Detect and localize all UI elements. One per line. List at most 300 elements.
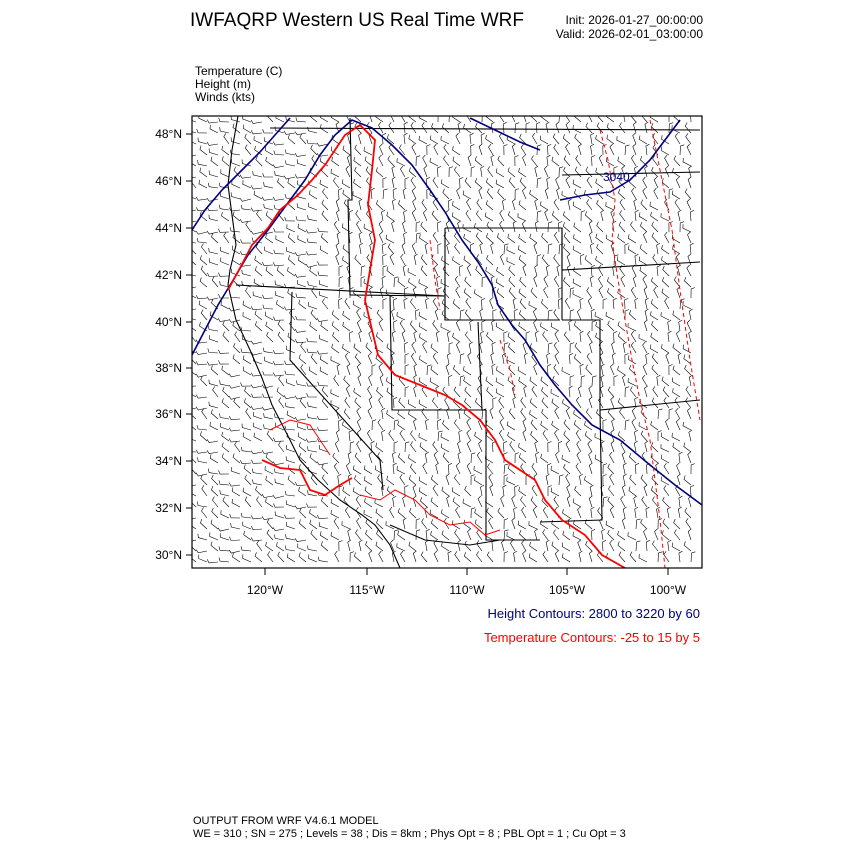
wind-barb bbox=[463, 366, 471, 375]
wind-barb bbox=[592, 376, 597, 386]
wind-barb bbox=[491, 243, 494, 254]
wind-barb bbox=[422, 518, 427, 529]
wind-barb bbox=[622, 452, 625, 463]
wind-barb bbox=[273, 527, 284, 530]
wind-barb bbox=[522, 540, 526, 551]
wind-barb bbox=[465, 277, 471, 287]
lat-label: 36°N bbox=[155, 407, 182, 421]
wind-barb bbox=[346, 463, 350, 474]
wind-barb bbox=[336, 243, 339, 254]
wind-barb bbox=[447, 331, 450, 342]
wind-barb bbox=[244, 531, 251, 540]
wind-barb bbox=[334, 463, 339, 474]
wind-barb bbox=[431, 531, 438, 540]
wind-barb bbox=[307, 348, 317, 353]
wind-barb bbox=[350, 331, 354, 342]
wind-barb bbox=[376, 167, 383, 177]
wind-barb bbox=[298, 224, 306, 232]
wind-barb bbox=[331, 356, 339, 364]
wind-barb bbox=[412, 210, 416, 221]
wind-barb bbox=[503, 122, 507, 133]
wind-barb bbox=[661, 213, 669, 221]
wind-barb bbox=[554, 530, 560, 541]
wind-barb bbox=[618, 398, 625, 408]
wind-barb bbox=[564, 244, 571, 254]
wind-barb bbox=[524, 353, 527, 364]
wind-barb bbox=[603, 299, 607, 309]
wind-barb bbox=[339, 277, 343, 287]
wind-barb bbox=[570, 376, 574, 386]
wind-barb bbox=[532, 155, 538, 166]
wind-barb bbox=[652, 541, 658, 552]
wind-barb bbox=[241, 239, 252, 243]
wind-barb bbox=[500, 210, 504, 221]
wind-barb bbox=[543, 331, 548, 342]
wind-barb bbox=[548, 343, 552, 353]
wind-barb bbox=[414, 419, 417, 430]
wind-barb bbox=[688, 232, 692, 243]
wind-barb bbox=[185, 539, 196, 542]
wind-barb bbox=[359, 540, 362, 551]
wind-barb bbox=[310, 509, 318, 518]
wind-barb bbox=[640, 244, 647, 254]
wind-barb bbox=[551, 323, 559, 331]
wind-barb bbox=[532, 133, 537, 144]
wind-barb bbox=[642, 496, 647, 507]
wind-barb bbox=[622, 518, 625, 529]
wind-barb bbox=[412, 243, 416, 254]
wind-barb bbox=[421, 266, 427, 276]
wind-barb bbox=[219, 413, 229, 419]
wind-barb bbox=[320, 531, 328, 540]
wind-barb bbox=[444, 144, 449, 155]
wind-barb bbox=[422, 199, 427, 210]
wind-barb bbox=[355, 167, 361, 177]
wind-barb bbox=[526, 123, 530, 134]
wind-barb bbox=[218, 273, 229, 277]
wind-barb bbox=[683, 224, 691, 232]
wind-barb bbox=[683, 158, 691, 166]
wind-barb bbox=[453, 157, 460, 166]
wind-barb bbox=[587, 287, 592, 298]
wind-barb bbox=[574, 223, 581, 232]
wind-barb bbox=[357, 320, 361, 331]
wind-barb bbox=[410, 321, 416, 331]
wind-barb bbox=[620, 122, 626, 133]
wind-barb bbox=[255, 311, 262, 321]
wind-barb bbox=[520, 178, 526, 188]
wind-barb bbox=[392, 177, 395, 188]
wind-barb bbox=[365, 487, 372, 497]
wind-barb bbox=[619, 552, 625, 562]
wind-barb bbox=[202, 485, 207, 496]
wind-barb bbox=[463, 499, 471, 507]
wind-barb bbox=[523, 342, 526, 353]
wind-barb bbox=[502, 199, 505, 210]
wind-barb bbox=[200, 278, 207, 288]
wind-barb bbox=[251, 515, 262, 519]
wind-barb bbox=[331, 114, 339, 123]
wind-barb bbox=[542, 255, 548, 265]
wind-barb bbox=[686, 133, 691, 144]
wind-barb bbox=[496, 168, 504, 177]
wind-barb bbox=[297, 159, 306, 166]
wind-barb bbox=[645, 166, 648, 177]
wind-barb bbox=[446, 474, 449, 485]
wind-barb bbox=[657, 375, 661, 386]
wind-barb bbox=[286, 247, 295, 254]
wind-barb bbox=[475, 156, 482, 166]
wind-barb bbox=[458, 441, 461, 452]
wind-barb bbox=[677, 463, 681, 474]
wind-barb bbox=[519, 234, 526, 243]
wind-barb bbox=[317, 318, 328, 322]
wind-barb bbox=[196, 361, 207, 365]
wind-barb bbox=[498, 189, 504, 199]
wind-barb bbox=[578, 507, 582, 518]
wind-barb bbox=[251, 406, 262, 410]
wind-barb bbox=[393, 463, 397, 474]
wind-barb bbox=[220, 127, 229, 133]
wind-barb bbox=[298, 235, 306, 243]
wind-barb bbox=[200, 431, 207, 441]
wind-barb bbox=[677, 474, 680, 485]
wind-barb bbox=[570, 310, 574, 320]
wind-barb bbox=[332, 135, 339, 144]
wind-barb bbox=[689, 309, 692, 320]
wind-barb bbox=[625, 420, 630, 430]
wind-barb bbox=[471, 453, 475, 463]
wind-barb bbox=[321, 541, 328, 551]
wind-barb bbox=[463, 191, 471, 199]
wind-barb bbox=[601, 375, 604, 386]
wind-barb bbox=[678, 210, 681, 221]
wind-barb bbox=[254, 191, 262, 199]
wind-barb bbox=[394, 442, 398, 452]
wind-barb bbox=[357, 364, 361, 375]
wind-barb bbox=[234, 398, 240, 408]
wind-barb bbox=[336, 210, 339, 221]
wind-barb bbox=[591, 529, 595, 540]
wind-barb bbox=[382, 210, 385, 221]
wind-barb bbox=[623, 375, 626, 386]
wind-barb bbox=[185, 383, 196, 387]
wind-barb bbox=[262, 262, 273, 266]
wind-barb bbox=[393, 298, 397, 309]
wind-barb bbox=[652, 321, 659, 331]
wind-barb bbox=[566, 408, 570, 419]
wind-barb bbox=[639, 334, 647, 342]
wind-barb bbox=[469, 342, 472, 353]
lat-label: 34°N bbox=[155, 454, 182, 468]
wind-barb bbox=[591, 133, 594, 144]
wind-barb bbox=[353, 301, 361, 309]
wind-barb bbox=[332, 321, 339, 331]
wind-barb bbox=[548, 144, 552, 155]
wind-barb bbox=[287, 553, 295, 562]
wind-barb bbox=[298, 256, 306, 265]
wind-barb bbox=[274, 469, 284, 475]
wind-barb bbox=[222, 432, 229, 441]
wind-barb bbox=[267, 332, 273, 342]
wind-barb bbox=[630, 387, 636, 398]
wind-barb bbox=[611, 397, 614, 408]
wind-barb bbox=[490, 298, 493, 309]
wind-barb bbox=[596, 322, 603, 331]
wind-barb bbox=[465, 398, 472, 408]
wind-barb bbox=[298, 544, 306, 551]
wind-barb bbox=[474, 466, 482, 474]
wind-barb bbox=[644, 320, 647, 331]
wind-barb bbox=[299, 300, 306, 309]
wind-barb bbox=[689, 331, 692, 342]
lat-label: 30°N bbox=[155, 548, 182, 562]
wind-barb bbox=[382, 243, 386, 254]
wind-barb bbox=[639, 212, 647, 221]
wind-barb bbox=[366, 530, 373, 540]
wind-barb bbox=[266, 542, 273, 551]
wind-barb bbox=[284, 515, 295, 519]
wind-barb bbox=[397, 312, 405, 320]
wind-barb bbox=[453, 256, 461, 265]
wind-barb bbox=[333, 453, 339, 463]
wind-barb bbox=[618, 332, 625, 342]
wind-barb bbox=[646, 353, 650, 364]
wind-barb bbox=[251, 526, 262, 530]
wind-barb bbox=[482, 112, 486, 122]
wind-barb bbox=[449, 375, 453, 386]
wind-barb bbox=[499, 111, 504, 122]
wind-barb bbox=[663, 519, 669, 529]
wind-barb bbox=[618, 322, 625, 332]
wind-barb bbox=[201, 266, 207, 276]
wind-barb bbox=[344, 376, 350, 386]
wind-barb bbox=[295, 506, 306, 509]
wind-barb bbox=[276, 235, 284, 243]
wind-barb bbox=[673, 344, 680, 353]
wind-barb bbox=[679, 452, 683, 463]
wind-barb bbox=[633, 133, 636, 144]
wind-barb bbox=[577, 452, 581, 463]
wind-barb bbox=[405, 178, 409, 189]
wind-barb bbox=[353, 191, 361, 199]
wind-barb bbox=[442, 299, 449, 309]
wind-barb bbox=[588, 298, 592, 309]
wind-barb bbox=[453, 146, 461, 155]
wind-barb bbox=[219, 470, 230, 474]
wind-barb bbox=[185, 407, 196, 410]
wind-barb bbox=[564, 277, 570, 287]
wind-barb bbox=[518, 245, 526, 254]
wind-barb bbox=[566, 441, 570, 452]
wind-barb bbox=[667, 507, 670, 518]
wind-barb bbox=[229, 439, 240, 443]
wind-barb bbox=[221, 510, 229, 518]
wind-barb bbox=[211, 520, 218, 529]
wind-barb bbox=[413, 287, 416, 298]
wind-barb bbox=[212, 497, 218, 508]
wind-barb bbox=[634, 441, 637, 452]
wind-barb bbox=[419, 487, 427, 496]
wind-barb bbox=[633, 144, 636, 155]
wind-barb bbox=[548, 244, 552, 254]
wind-barb bbox=[278, 552, 284, 562]
wind-barb bbox=[232, 159, 241, 166]
wind-barb bbox=[404, 232, 407, 243]
wind-barb bbox=[357, 419, 361, 430]
wind-barb bbox=[501, 496, 504, 507]
wind-barb bbox=[621, 496, 625, 507]
wind-barb bbox=[603, 497, 608, 507]
wind-barb bbox=[573, 279, 581, 287]
wind-barb bbox=[542, 409, 548, 419]
wind-barb bbox=[467, 463, 471, 474]
wind-barb bbox=[562, 455, 570, 463]
wind-barb bbox=[464, 256, 471, 265]
lat-label: 48°N bbox=[155, 127, 182, 141]
wind-barb bbox=[452, 201, 460, 210]
wind-barb bbox=[410, 299, 416, 310]
wind-barb bbox=[606, 235, 614, 243]
wind-barb bbox=[630, 552, 636, 562]
wind-barb bbox=[392, 353, 395, 364]
wind-barb bbox=[491, 353, 494, 364]
wind-barb bbox=[366, 541, 373, 551]
wind-barb bbox=[597, 200, 603, 210]
wind-barb bbox=[679, 320, 683, 331]
wind-barb bbox=[662, 530, 669, 540]
wind-barb bbox=[317, 515, 328, 519]
wind-barb bbox=[349, 210, 353, 221]
wind-barb bbox=[534, 364, 537, 375]
wind-barb bbox=[263, 305, 273, 309]
wind-barb bbox=[402, 243, 405, 254]
wind-barb bbox=[255, 552, 262, 562]
wind-barb bbox=[515, 156, 519, 167]
wind-barb bbox=[548, 310, 553, 320]
wind-barb bbox=[640, 222, 647, 232]
wind-barb bbox=[222, 146, 229, 155]
wind-barb bbox=[455, 243, 460, 254]
wind-barb bbox=[343, 344, 351, 353]
wind-barb bbox=[635, 507, 639, 518]
wind-barb bbox=[679, 551, 683, 562]
wind-barb bbox=[398, 508, 405, 518]
wind-barb bbox=[295, 274, 306, 278]
wind-barb bbox=[580, 364, 584, 375]
wind-barb bbox=[460, 354, 464, 364]
wind-barb bbox=[513, 221, 516, 232]
wind-barb bbox=[275, 171, 284, 177]
wind-barb bbox=[686, 518, 691, 529]
wind-barb bbox=[347, 155, 350, 166]
wind-barb bbox=[464, 234, 471, 243]
wind-barb bbox=[202, 507, 208, 518]
wind-barb bbox=[684, 476, 691, 486]
wind-barb bbox=[212, 277, 218, 287]
wind-barb bbox=[496, 378, 504, 386]
wind-barb bbox=[297, 203, 306, 210]
wind-barb bbox=[606, 312, 614, 320]
wind-barb bbox=[397, 543, 405, 551]
wind-barb bbox=[287, 411, 295, 419]
wind-barb bbox=[554, 144, 559, 155]
wind-barb bbox=[221, 169, 229, 177]
wind-barb bbox=[403, 265, 406, 276]
wind-barb bbox=[307, 546, 317, 552]
wind-barb bbox=[295, 132, 306, 135]
wind-barb bbox=[522, 221, 526, 232]
wind-barb bbox=[481, 331, 485, 342]
wind-barb bbox=[243, 433, 251, 441]
wind-barb bbox=[409, 278, 417, 287]
wind-barb bbox=[295, 153, 306, 156]
wind-barb bbox=[199, 555, 207, 562]
wind-barb bbox=[209, 402, 218, 408]
wind-barb bbox=[410, 464, 416, 474]
wind-barb bbox=[633, 122, 636, 133]
wind-barb bbox=[456, 342, 460, 353]
plot-title: IWFAQRP Western US Real Time WRF bbox=[190, 10, 524, 31]
wind-barb bbox=[317, 416, 328, 420]
wind-barb bbox=[251, 130, 262, 134]
wind-barb bbox=[486, 377, 493, 386]
wind-barb bbox=[241, 513, 251, 518]
wind-barb bbox=[652, 233, 658, 243]
wind-barb bbox=[512, 496, 515, 507]
wind-barb bbox=[579, 144, 582, 155]
wind-barb bbox=[610, 474, 614, 485]
wind-barb bbox=[394, 320, 398, 331]
wind-barb bbox=[405, 287, 409, 298]
wind-barb bbox=[307, 446, 317, 452]
wind-barb bbox=[645, 386, 648, 397]
wind-barb bbox=[231, 192, 240, 199]
wind-barb bbox=[564, 332, 570, 342]
wind-barb bbox=[541, 299, 548, 309]
wind-barb bbox=[243, 355, 251, 364]
wind-barb bbox=[460, 310, 464, 320]
wind-barb bbox=[405, 354, 409, 365]
wind-barb bbox=[346, 166, 350, 177]
wind-barb bbox=[673, 388, 681, 397]
wind-barb bbox=[668, 320, 671, 331]
wind-barb bbox=[431, 475, 438, 485]
wind-barb bbox=[431, 498, 438, 508]
wind-barb bbox=[233, 212, 240, 221]
wind-barb bbox=[577, 441, 581, 452]
wind-barb bbox=[673, 366, 680, 375]
wind-barb bbox=[661, 147, 669, 156]
wind-barb bbox=[306, 439, 317, 443]
wind-barb bbox=[543, 430, 548, 441]
wind-barb bbox=[595, 433, 603, 441]
wind-barb bbox=[515, 123, 519, 133]
wind-barb bbox=[532, 386, 537, 397]
wind-barb bbox=[219, 546, 229, 551]
wind-barb bbox=[438, 431, 443, 441]
wind-barb bbox=[323, 189, 329, 200]
wind-barb bbox=[504, 464, 509, 474]
wind-barb bbox=[295, 396, 306, 399]
wind-barb bbox=[392, 199, 395, 210]
wind-barb bbox=[287, 379, 295, 386]
wind-barb bbox=[663, 387, 669, 397]
wind-barb bbox=[221, 247, 230, 254]
wind-barb bbox=[645, 441, 648, 452]
wind-barb bbox=[285, 160, 295, 166]
wind-barb bbox=[231, 523, 240, 529]
